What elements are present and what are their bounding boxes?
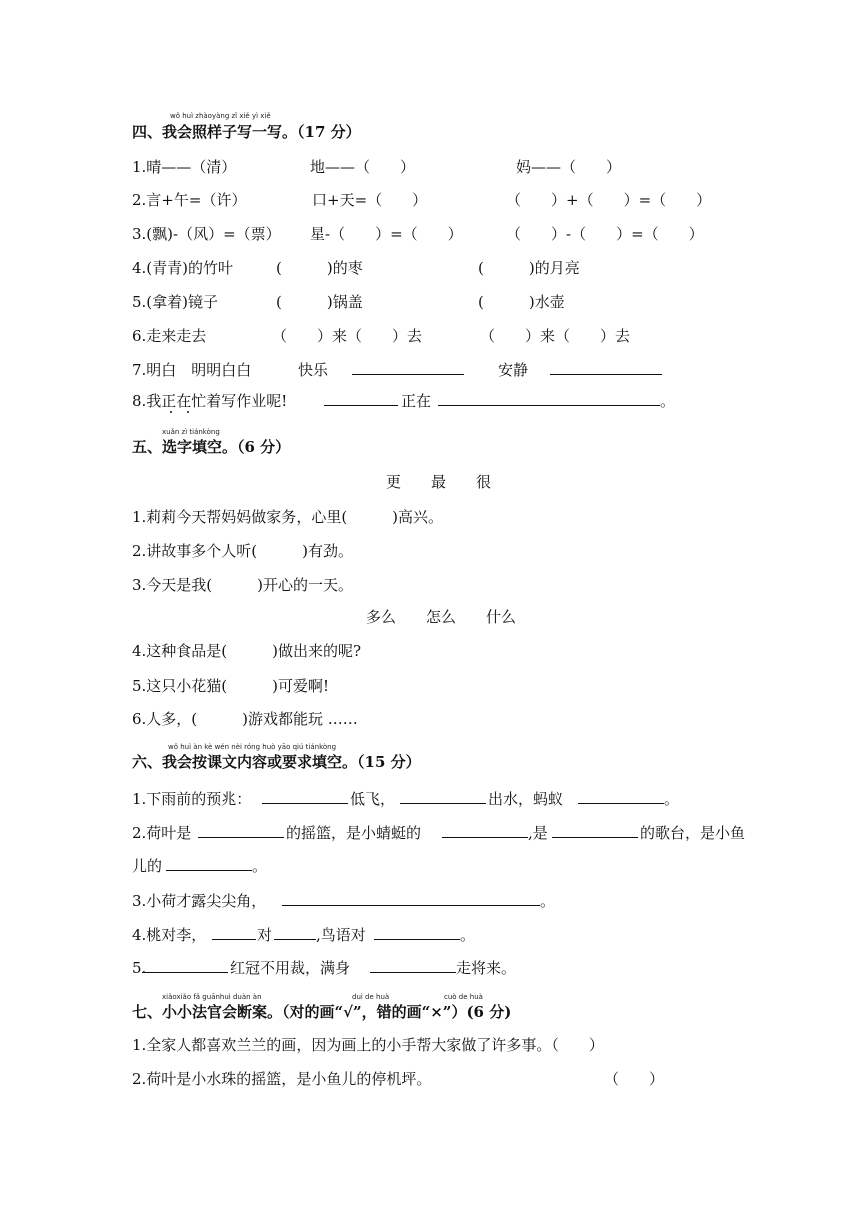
s4-row5-col2: ( )锅盖 bbox=[276, 293, 363, 311]
s4-row7-blank2[interactable] bbox=[550, 360, 662, 380]
s4-row1-col3: 妈——（ ） bbox=[516, 158, 622, 176]
s4-row4-col2: ( )的枣 bbox=[276, 259, 363, 277]
s4-row5-col1: 5.(拿着)镜子 bbox=[132, 293, 219, 311]
s6-l1-b: 低飞， bbox=[350, 790, 396, 808]
s6-l3-blank[interactable] bbox=[282, 891, 540, 911]
s6-l5-a: 5. bbox=[132, 959, 147, 977]
emphasis-dot bbox=[187, 411, 189, 413]
s6-l1-blank3[interactable] bbox=[578, 789, 664, 809]
s4-row5-col3: ( )水壶 bbox=[478, 293, 565, 311]
s6-l4-d: 。 bbox=[460, 926, 476, 944]
s5-q1: 1.莉莉今天帮妈妈做家务，心里( )高兴。 bbox=[132, 508, 444, 526]
s4-row6-col3: （ ）来（ ）去 bbox=[480, 327, 631, 345]
s4-row2-col3: （ ）+（ ）=（ ） bbox=[506, 191, 712, 209]
s6-l2-c: ,是 bbox=[528, 824, 548, 842]
s6-l1-c: 出水，蚂蚁 bbox=[488, 790, 564, 808]
section4-title: 四、我会照样子写一写。（17 分） bbox=[132, 123, 361, 141]
s5-q5: 5.这只小花猫( )可爱啊! bbox=[132, 677, 330, 695]
s6-l1-a: 1.下雨前的预兆： bbox=[132, 790, 252, 808]
s4-row4-col1: 4.(青青)的竹叶 bbox=[132, 259, 234, 277]
s6-l2-b: 的摇篮，是小蜻蜓的 bbox=[286, 824, 422, 842]
s4-row7-col1: 7.明白 明明白白 bbox=[132, 361, 252, 379]
s4-row4-col3: ( )的月亮 bbox=[478, 259, 580, 277]
s6-l3-b: 。 bbox=[540, 892, 556, 910]
s5-options2: 多么 怎么 什么 bbox=[366, 608, 517, 626]
s5-q3: 3.今天是我( )开心的一天。 bbox=[132, 576, 354, 594]
s4-row8-blank2[interactable] bbox=[438, 391, 660, 411]
s7-q2-answer[interactable]: （ ） bbox=[604, 1070, 665, 1088]
s4-row8-end: 。 bbox=[660, 392, 676, 410]
s6-l1-d: 。 bbox=[664, 790, 680, 808]
s4-row3-col1: 3.(飘)-（风）=（票） bbox=[132, 225, 281, 243]
section6-pinyin: wǒ huì àn kè wén nèi róng huò yāo qiú tiánkòng bbox=[168, 743, 337, 751]
s5-q2: 2.讲故事多个人听( )有劲。 bbox=[132, 542, 354, 560]
s4-row2-col2: 口+天=（ ） bbox=[312, 191, 428, 209]
s5-options1: 更 最 很 bbox=[386, 473, 492, 491]
s4-row1-col2: 地——（ ） bbox=[310, 158, 416, 176]
section7-title: 七、小小法官会断案。（对的画“√”，错的画“×”）(6 分) bbox=[132, 1003, 512, 1021]
section7-pinyin2: duì de huà bbox=[352, 993, 390, 1001]
s6-l3-a: 3.小荷才露尖尖角， bbox=[132, 892, 267, 910]
s6-l5-blank2[interactable] bbox=[370, 958, 456, 978]
s4-row2-col1: 2.言+午=（许） bbox=[132, 191, 247, 209]
s6-l1-blank1[interactable] bbox=[262, 789, 348, 809]
emphasis-dot bbox=[170, 411, 172, 413]
s4-row3-col2: 星-（ ）=（ ） bbox=[310, 225, 463, 243]
section6-title: 六、我会按课文内容或要求填空。（15 分） bbox=[132, 753, 421, 771]
section5-title: 五、选字填空。（6 分） bbox=[132, 438, 291, 456]
section7-pinyin1: xiǎoxiǎo fǎ guānhuì duàn àn bbox=[162, 993, 262, 1001]
s4-row1-col1: 1.晴——（清） bbox=[132, 158, 237, 176]
s4-row8-text: 8.我正在忙着写作业呢! bbox=[132, 392, 288, 410]
s6-l2-d: 的歌台，是小鱼 bbox=[640, 824, 746, 842]
s6-l2b-a: 儿的 bbox=[132, 857, 163, 875]
s6-l4-c: ,鸟语对 bbox=[316, 926, 366, 944]
s4-row7-col3: 安静 bbox=[498, 361, 529, 379]
s4-row7-col2: 快乐 bbox=[298, 361, 329, 379]
s5-q4: 4.这种食品是( )做出来的呢? bbox=[132, 642, 362, 660]
s4-row3-col3: （ ）-（ ）=（ ） bbox=[506, 225, 704, 243]
s4-row8-text2: 正在 bbox=[401, 392, 432, 410]
s4-row6-col2: （ ）来（ ）去 bbox=[272, 327, 423, 345]
s6-l2b-b: 。 bbox=[252, 857, 268, 875]
s6-l5-c: 走将来。 bbox=[456, 959, 517, 977]
s6-l2-a: 2.荷叶是 bbox=[132, 824, 192, 842]
s6-l2b-blank[interactable] bbox=[166, 856, 252, 876]
section7-pinyin3: cuò de huà bbox=[444, 993, 483, 1001]
s4-row6-col1: 6.走来走去 bbox=[132, 327, 207, 345]
s6-l4-blank1[interactable] bbox=[212, 925, 256, 945]
s6-l4-blank3[interactable] bbox=[374, 925, 460, 945]
s6-l1-blank2[interactable] bbox=[400, 789, 486, 809]
s7-q1: 1.全家人都喜欢兰兰的画，因为画上的小手帮大家做了许多事。（ ） bbox=[132, 1036, 604, 1054]
section5-pinyin: xuǎn zì tiánkòng bbox=[162, 428, 220, 436]
s6-l4-a: 4.桃对李， bbox=[132, 926, 207, 944]
s6-l2-blank1[interactable] bbox=[198, 823, 284, 843]
s4-row7-blank1[interactable] bbox=[352, 360, 464, 380]
section4-pinyin: wǒ huì zhàoyàng zǐ xiě yì xiě bbox=[170, 112, 271, 120]
s7-q2: 2.荷叶是小水珠的摇篮，是小鱼儿的停机坪。 bbox=[132, 1070, 432, 1088]
s6-l2-blank2[interactable] bbox=[442, 823, 528, 843]
s4-row8-blank1[interactable] bbox=[324, 391, 398, 411]
s6-l5-blank1[interactable] bbox=[142, 958, 228, 978]
s6-l4-blank2[interactable] bbox=[274, 925, 316, 945]
s6-l4-b: 对 bbox=[257, 926, 273, 944]
s6-l5-b: 红冠不用裁，满身 bbox=[230, 959, 351, 977]
s6-l2-blank3[interactable] bbox=[552, 823, 638, 843]
s5-q6: 6.人多，( )游戏都能玩 …… bbox=[132, 710, 358, 728]
